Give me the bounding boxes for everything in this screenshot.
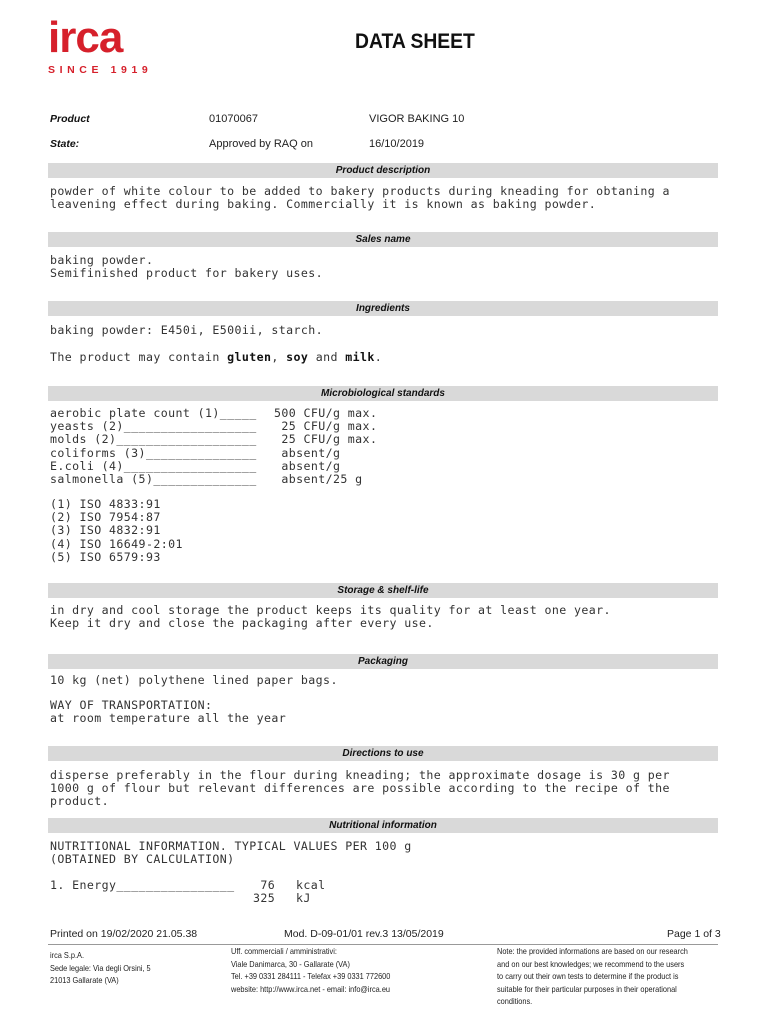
section-title: Storage & shelf-life (337, 585, 429, 596)
section-header-storage (48, 583, 718, 598)
micro-value: 25 CFU/g max. (274, 419, 378, 434)
micro-value: absent/g (274, 458, 341, 473)
office-line: Tel. +39 0331 284111 - Telefax +39 0331 772600 (231, 972, 391, 981)
note-line: and on our best knowledges; we recommend to the users (497, 959, 685, 969)
product-label: Product (50, 113, 90, 125)
energy-values (253, 879, 275, 905)
note-line: suitable for their particular purposes in their operational (497, 984, 677, 994)
micro-references (50, 498, 183, 564)
energy-kj-unit: kJ (296, 891, 311, 906)
company-line: 21013 Gallarate (VA) (50, 976, 119, 985)
directions-line: 1000 g of flour but relevant differences are possible according to the recipe of the (50, 781, 670, 796)
directions-line: product. (50, 794, 110, 809)
section-title: Product description (335, 165, 431, 176)
packaging-text: 10 kg (net) polythene lined paper bags. (50, 673, 338, 687)
office-line: Uff. commerciali / amministrativi: (231, 947, 337, 956)
company-address (50, 950, 151, 988)
ingredients-text: baking powder: E450i, E500ii, starch. (50, 323, 324, 337)
allergen-milk: milk (345, 350, 375, 364)
section-title: Ingredients (356, 303, 410, 314)
section-title: Microbiological standards (321, 388, 445, 399)
directions-line: disperse preferably in the flour during kneading; the approximate dosage is 30 g per (50, 768, 670, 782)
section-header-description (48, 163, 718, 178)
note-line: Note: the provided informations are based on our research (497, 947, 688, 956)
allergen-statement (50, 351, 382, 364)
energy-label: 1. Energy________________ (50, 878, 235, 892)
product-code: 01070067 (209, 113, 258, 125)
storage-line: in dry and cool storage the product keeps its quality for at least one year. (50, 603, 611, 617)
section-header-sales (48, 232, 718, 247)
allergen-gluten: gluten (227, 350, 272, 364)
micro-value: absent/g (274, 445, 341, 460)
section-header-micro (48, 386, 718, 401)
state-label: State: (50, 138, 80, 150)
company-line: Sede legale: Via degli Orsini, 5 (50, 963, 151, 973)
nutrition-line: NUTRITIONAL INFORMATION. TYPICAL VALUES PER 100 g (50, 839, 412, 853)
energy-kj-value: 325 (253, 891, 276, 906)
micro-value: 25 CFU/g max. (274, 432, 378, 447)
sales-line: baking powder. (50, 253, 154, 267)
section-title: Sales name (355, 234, 411, 245)
micro-value: 500 CFU/g max. (274, 406, 378, 420)
section-header-ingredients (48, 301, 718, 316)
micro-label: coliforms (3)_______________ (50, 445, 257, 460)
energy-units (296, 879, 326, 905)
micro-label: aerobic plate count (1)_____ (50, 406, 257, 420)
section-header-packaging (48, 654, 718, 669)
description-text (50, 185, 670, 211)
allergen-soy: soy (286, 350, 309, 364)
iso-reference: (2) ISO 7954:87 (50, 510, 161, 525)
micro-labels (50, 407, 257, 486)
iso-reference: (5) ISO 6579:93 (50, 549, 161, 564)
disclaimer-note (497, 946, 688, 1009)
office-line: website: http://www.irca.net - email: info@irca.eu (231, 984, 391, 994)
logo-since-text: SINCE 1919 (48, 64, 153, 76)
energy-kcal-unit: kcal (296, 878, 326, 892)
nutrition-heading (50, 840, 412, 866)
page-number: Page 1 of 3 (667, 928, 721, 940)
allergen-suffix: . (374, 350, 383, 364)
logo-wordmark: irca (48, 13, 123, 62)
irca-logo (48, 13, 158, 78)
micro-label: molds (2)___________________ (50, 432, 257, 447)
note-line: conditions. (497, 997, 533, 1006)
section-header-nutrition (48, 818, 718, 833)
micro-values (274, 407, 377, 486)
office-contacts (231, 946, 390, 996)
micro-label: E.coli (4)__________________ (50, 458, 257, 473)
section-title: Nutritional information (329, 820, 437, 831)
section-title: Packaging (357, 656, 409, 667)
company-line: irca S.p.A. (50, 951, 85, 960)
allergen-sep: and (308, 350, 346, 364)
energy-kcal-value: 76 (253, 878, 276, 892)
storage-line: Keep it dry and close the packaging after every use. (50, 616, 434, 631)
allergen-sep: , (271, 350, 287, 364)
micro-label: yeasts (2)__________________ (50, 419, 257, 434)
module-revision: Mod. D-09-01/01 rev.3 13/05/2019 (284, 928, 444, 940)
storage-text (50, 604, 611, 630)
transport-info (50, 699, 286, 725)
footer-divider (48, 944, 718, 945)
description-line: leavening effect during baking. Commercially it is known as baking powder. (50, 197, 597, 212)
transport-value: at room temperature all the year (50, 711, 287, 726)
section-title: Directions to use (342, 748, 424, 759)
sales-text (50, 254, 323, 280)
description-line: powder of white colour to be added to bakery products during kneading for obtaning a (50, 184, 670, 198)
printed-date: Printed on 19/02/2020 21.05.38 (50, 928, 198, 940)
page-title: DATA SHEET (355, 30, 475, 53)
transport-title: WAY OF TRANSPORTATION: (50, 698, 213, 712)
iso-reference: (3) ISO 4832:91 (50, 523, 161, 538)
nutrition-line: (OBTAINED BY CALCULATION) (50, 852, 235, 867)
state-value: Approved by RAQ on (209, 138, 313, 150)
office-line: Viale Danimarca, 30 - Gallarate (VA) (231, 959, 350, 969)
note-line: to carry out their own tests to determine if the product is (497, 972, 679, 981)
sales-line: Semifinished product for bakery uses. (50, 266, 324, 281)
iso-reference: (4) ISO 16649-2:01 (50, 536, 183, 551)
section-header-directions (48, 746, 718, 761)
directions-text (50, 769, 670, 809)
micro-label: salmonella (5)______________ (50, 472, 257, 487)
state-date: 16/10/2019 (369, 138, 425, 150)
allergen-prefix: The product may contain (50, 350, 228, 364)
product-name: VIGOR BAKING 10 (369, 113, 465, 125)
micro-value: absent/25 g (274, 472, 363, 487)
iso-reference: (1) ISO 4833:91 (50, 497, 161, 511)
